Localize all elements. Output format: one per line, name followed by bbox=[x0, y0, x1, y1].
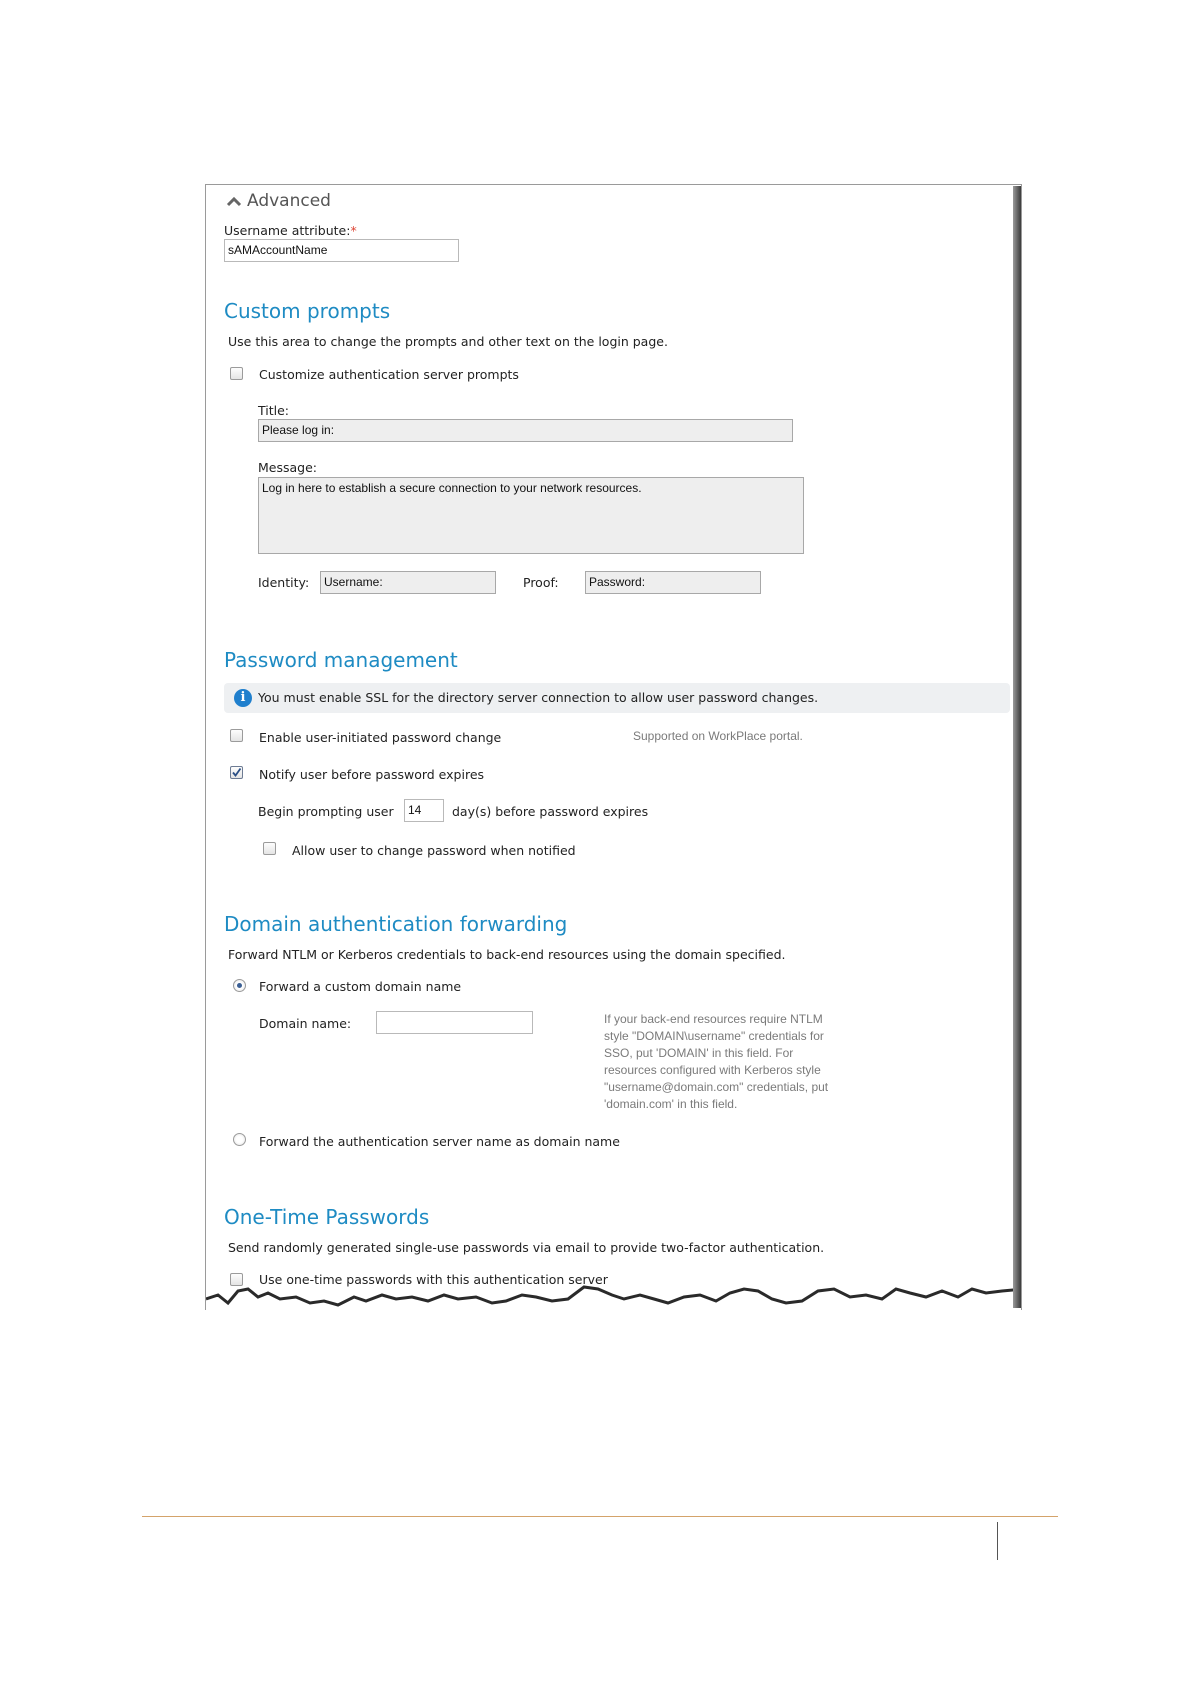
enable-password-change-checkbox[interactable] bbox=[230, 729, 243, 742]
domain-name-input[interactable] bbox=[376, 1011, 533, 1034]
username-attribute-label: Username attribute:* bbox=[224, 223, 357, 238]
domain-hint-line: If your back-end resources require NTLM bbox=[604, 1012, 823, 1026]
supported-note: Supported on WorkPlace portal. bbox=[633, 729, 803, 743]
domain-hint-line: "username@domain.com" credentials, put bbox=[604, 1080, 829, 1094]
allow-change-checkbox[interactable] bbox=[263, 842, 276, 855]
identity-label: Identity: bbox=[258, 575, 310, 590]
footer-rule bbox=[142, 1516, 1058, 1517]
begin-prompting-label: Begin prompting user bbox=[258, 804, 394, 819]
domain-hint-line: 'domain.com' in this field. bbox=[604, 1097, 738, 1111]
title-label: Title: bbox=[258, 403, 289, 418]
message-textarea[interactable]: Log in here to establish a secure connection to your network resources. bbox=[258, 477, 804, 554]
username-attribute-input[interactable]: sAMAccountName bbox=[224, 239, 459, 262]
domain-forwarding-heading: Domain authentication forwarding bbox=[224, 912, 568, 936]
enable-password-change-label: Enable user-initiated password change bbox=[259, 730, 502, 745]
frame-shadow bbox=[1013, 186, 1021, 1308]
domain-hint-line: SSO, put 'DOMAIN' in this field. For bbox=[604, 1046, 794, 1060]
custom-prompts-description: Use this area to change the prompts and other text on the login page. bbox=[228, 334, 668, 349]
title-input[interactable]: Please log in: bbox=[258, 419, 793, 442]
domain-hint-line: style "DOMAIN\username" credentials for bbox=[604, 1029, 824, 1043]
allow-change-label: Allow user to change password when notified bbox=[292, 843, 576, 858]
chevron-up-icon bbox=[226, 195, 242, 207]
advanced-label: Advanced bbox=[247, 191, 331, 211]
server-name-radio[interactable] bbox=[233, 1133, 246, 1146]
screenshot-frame bbox=[205, 184, 1022, 1310]
notify-expire-checkbox[interactable] bbox=[230, 766, 243, 779]
domain-hint bbox=[604, 1011, 844, 1113]
advanced-toggle[interactable] bbox=[226, 191, 331, 211]
use-otp-label: Use one-time passwords with this authentication server bbox=[259, 1272, 608, 1287]
domain-hint-line: resources configured with Kerberos style bbox=[604, 1063, 821, 1077]
message-label: Message: bbox=[258, 460, 317, 475]
customize-prompts-checkbox[interactable] bbox=[230, 367, 243, 380]
proof-input[interactable]: Password: bbox=[585, 571, 761, 594]
days-suffix: day(s) before password expires bbox=[452, 804, 649, 819]
identity-input[interactable]: Username: bbox=[320, 571, 496, 594]
password-management-heading: Password management bbox=[224, 648, 458, 672]
days-input[interactable]: 14 bbox=[404, 799, 444, 822]
ssl-info-banner bbox=[224, 683, 1010, 713]
otp-heading: One-Time Passwords bbox=[224, 1205, 430, 1229]
footer-divider bbox=[997, 1522, 998, 1560]
otp-description: Send randomly generated single-use passwords via email to provide two-factor authentication. bbox=[228, 1240, 825, 1255]
info-icon: i bbox=[234, 689, 252, 707]
custom-domain-label: Forward a custom domain name bbox=[259, 979, 462, 994]
domain-forwarding-description: Forward NTLM or Kerberos credentials to back-end resources using the domain specified. bbox=[228, 947, 786, 962]
torn-edge bbox=[206, 1277, 1022, 1310]
custom-prompts-heading: Custom prompts bbox=[224, 299, 391, 323]
server-name-label: Forward the authentication server name as domain name bbox=[259, 1134, 620, 1149]
required-mark: * bbox=[350, 223, 357, 238]
domain-name-label: Domain name: bbox=[259, 1016, 352, 1031]
checkmark-icon bbox=[231, 767, 242, 778]
notify-expire-label: Notify user before password expires bbox=[259, 767, 485, 782]
custom-domain-radio[interactable] bbox=[233, 979, 246, 992]
proof-label: Proof: bbox=[523, 575, 559, 590]
customize-prompts-label: Customize authentication server prompts bbox=[259, 367, 519, 382]
ssl-info-text: You must enable SSL for the directory server connection to allow user password changes. bbox=[258, 690, 819, 705]
